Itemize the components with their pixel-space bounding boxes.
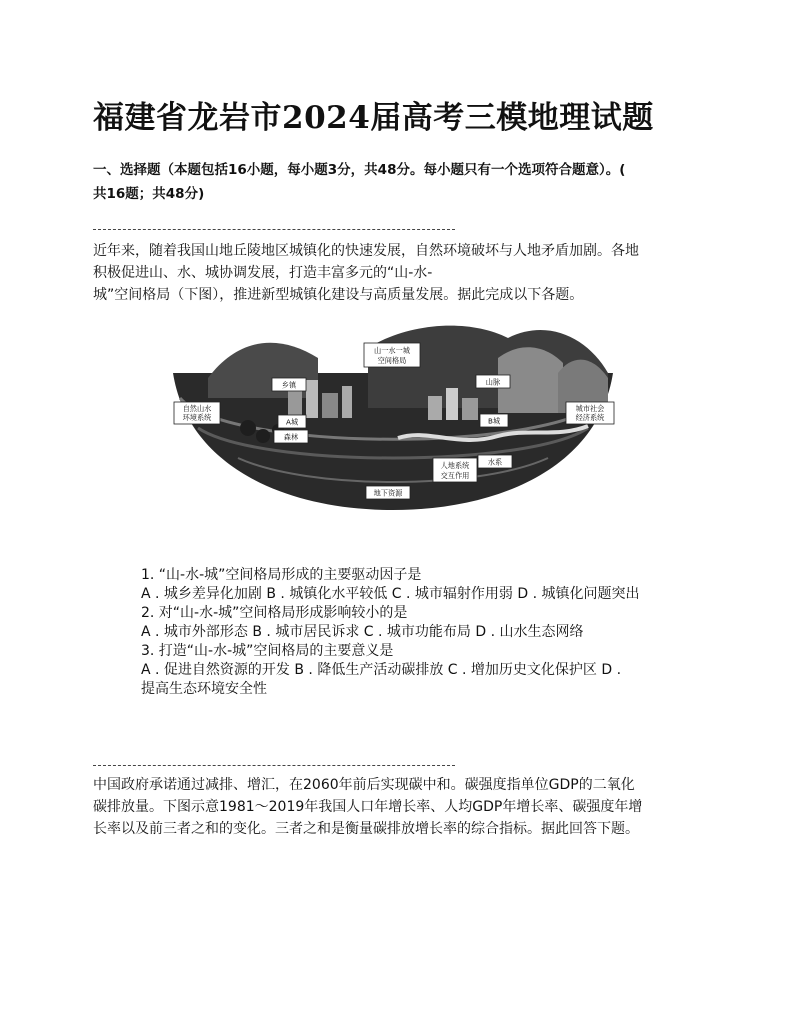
question-list [141, 566, 721, 699]
passage-line: 中国政府承诺通过减排、增汇，在2060年前后实现碳中和。碳强度指单位GDP的二氧化 [93, 777, 635, 793]
label-city-b: B城 [487, 416, 501, 426]
divider [93, 765, 455, 766]
label-society1: 城市社会 [575, 404, 605, 413]
section-heading-line: 一、选择题（本题包括16小题，每小题3分，共48分。每小题只有一个选项符合题意）。( [93, 162, 626, 178]
diagram-graphic [168, 318, 618, 510]
label-nature1: 自然山水 [182, 404, 212, 413]
building [342, 386, 352, 418]
building [306, 380, 318, 418]
page-title: 福建省龙岩市2024届高考三模地理试题 [93, 100, 654, 136]
mountain-water-city-diagram [168, 318, 618, 510]
passage-line: 城”空间格局（下图），推进新型城镇化建设与高质量发展。据此完成以下各题。 [93, 287, 584, 303]
label-water: 水系 [487, 457, 503, 467]
label-human2: 交互作用 [440, 471, 470, 480]
section-heading-line: 共16题；共48分) [93, 186, 205, 202]
label-society2: 经济系统 [575, 413, 605, 422]
question-options: A . 城市外部形态 B . 城市居民诉求 C . 城市功能布局 D . 山水生态网络 [141, 624, 584, 640]
label-city-a: A城 [285, 417, 299, 427]
question-stem: 2. 对“山-水-城”空间格局形成影响较小的是 [141, 605, 408, 621]
building [446, 388, 458, 420]
label-top2: 空间格局 [377, 356, 407, 365]
label-village: 乡镇 [281, 380, 297, 390]
building [322, 393, 338, 418]
tree [240, 420, 256, 436]
passage-line: 积极促进山、水、城协调发展，打造丰富多元的“山-水- [93, 265, 433, 281]
divider [93, 229, 455, 230]
passage-1 [93, 240, 705, 306]
label-underground: 地下资源 [373, 488, 403, 498]
passage-line: 碳排放量。下图示意1981～2019年我国人口年增长率、人均GDP年增长率、碳强度年增 [93, 799, 643, 815]
question-options: A . 城乡差异化加剧 B . 城镇化水平较低 C . 城市辐射作用弱 D . 城镇化问题突出 [141, 586, 640, 602]
label-nature2: 环境系统 [182, 413, 212, 422]
question-stem: 3. 打造“山-水-城”空间格局的主要意义是 [141, 643, 394, 659]
section-heading [93, 158, 713, 206]
passage-line: 长率以及前三者之和的变化。三者之和是衡量碳排放增长率的综合指标。据此回答下题。 [93, 821, 639, 837]
building [462, 398, 478, 420]
tree [256, 429, 270, 443]
label-mountain: 山脉 [485, 377, 501, 387]
question-options: A . 促进自然资源的开发 B . 降低生产活动碳排放 C . 增加历史文化保护区 D . [141, 662, 622, 678]
building [428, 396, 442, 420]
passage-2 [93, 774, 705, 840]
question-options: 提高生态环境安全性 [141, 681, 267, 697]
passage-line: 近年来，随着我国山地丘陵地区城镇化的快速发展，自然环境破坏与人地矛盾加剧。各地 [93, 243, 639, 259]
label-human1: 人地系统 [440, 461, 470, 470]
question-stem: 1. “山-水-城”空间格局形成的主要驱动因子是 [141, 567, 422, 583]
label-top: 山一水一城 [374, 346, 410, 355]
building [288, 388, 302, 418]
label-forest: 森林 [283, 432, 299, 442]
